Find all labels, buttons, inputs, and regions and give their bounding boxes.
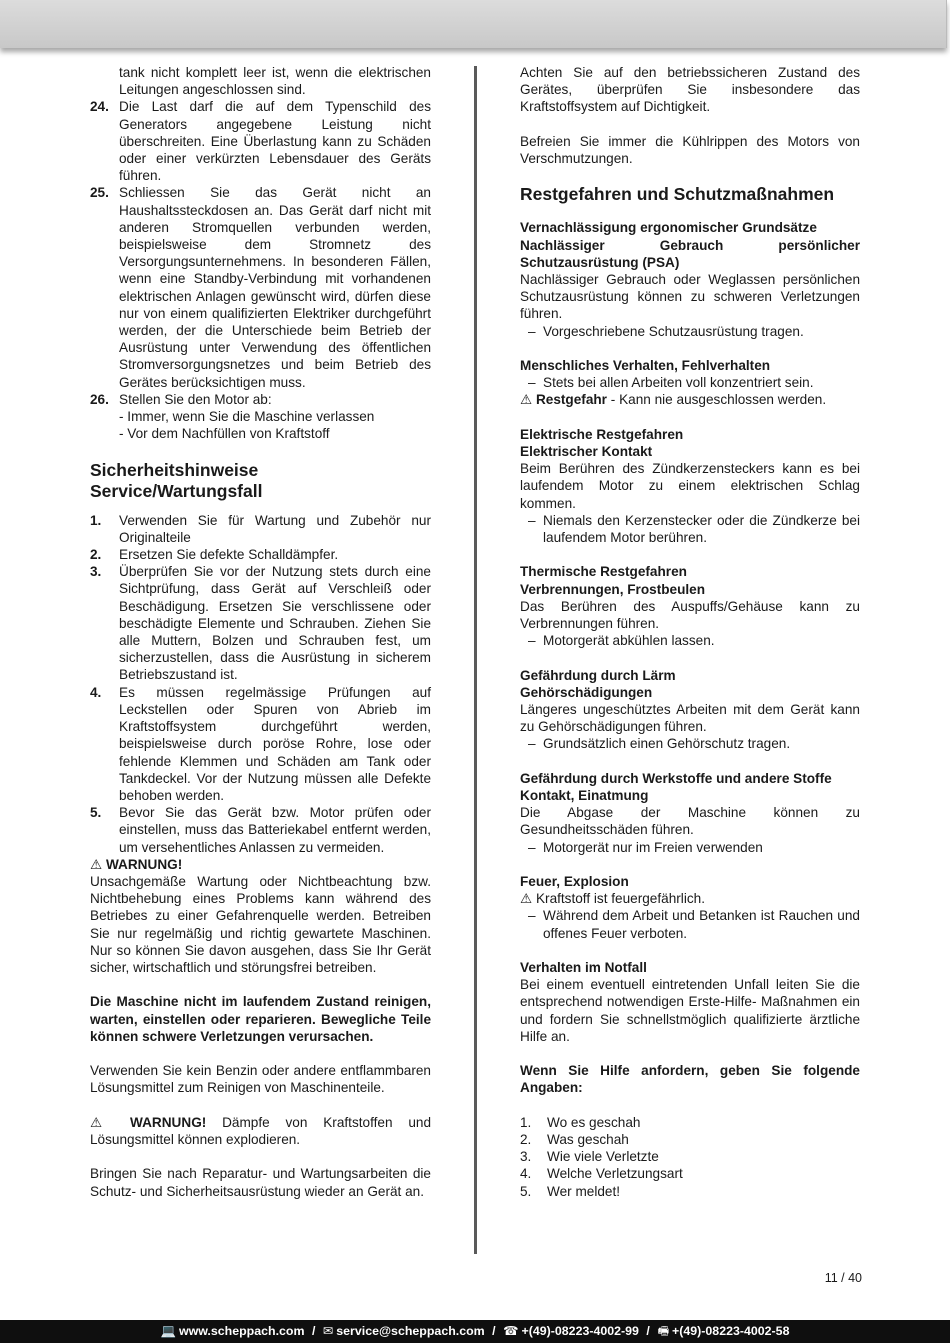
computer-icon: 💻 [160, 1324, 176, 1338]
measure-item: – Stets bei allen Arbeiten voll konzentriert sein. [520, 374, 860, 391]
measure-item: – Während dem Arbeit und Betanken ist Rauchen und offenes Feuer verboten. [520, 907, 860, 941]
service-list [90, 512, 431, 856]
section-text: Die Abgase der Maschine können zu Gesundheitsschäden führen. [520, 805, 860, 838]
list-item: 4. Welche Verletzungsart [520, 1166, 683, 1182]
top-header-bar [0, 0, 947, 48]
section-title: Vernachlässigung ergonomischer Grundsätze [520, 220, 817, 236]
section-title: Gefährdung durch Lärm [520, 667, 676, 683]
fuel-system-paragraph: Achten Sie auf den betriebssicheren Zustand des Gerätes, überprüfen Sie insbesondere das Kraftstoffsystem auf Dichtigkeit. [520, 65, 860, 115]
list-number: 1. [90, 512, 102, 528]
footer-fax: +(49)-08223-4002-58 [672, 1324, 790, 1338]
measure-item: – Niemals den Kerzenstecker oder die Zündkerze bei laufendem Motor berühren. [520, 512, 860, 546]
list-number: 5. [90, 805, 102, 821]
list-item [90, 391, 431, 443]
footer-website-link[interactable]: www.scheppach.com [178, 1324, 305, 1338]
footer-phone: +(49)-08223-4002-99 [521, 1324, 639, 1338]
page-number: 11 / 40 [824, 1271, 862, 1285]
list-text: Ersetzen Sie defekte Schalldämpfer. [119, 547, 339, 563]
list-item [90, 98, 431, 184]
safety-list-continued [90, 98, 431, 442]
fax-icon: 🖷 [657, 1324, 670, 1338]
list-text: Verwenden Sie für Wartung und Zubehör nur Originalteile [119, 512, 431, 545]
list-text: Es müssen regelmässige Prüfungen auf Leckstellen oder Spuren von Abrieb im Kraftstoffsystem durchgeführt werden, beispielsweise durch poröse Rohre, lose oder fehlende Klemmen und Schäden am Tank oder Tankdeckel. Vor der Nutzung müssen alle Defekte behoben werden. [119, 684, 431, 803]
phone-icon: ☎ [503, 1324, 519, 1338]
list-number: 4. [90, 684, 102, 700]
list-text: Die Last darf die auf dem Typenschild des Generators angegebene Leistung nicht überschreiten. Eine Überlastung kann zu Schäden oder einer verkürzten Lebensdauer des Geräts führen. [119, 99, 431, 184]
section-text: Längeres ungeschütztes Arbeiten mit dem Gerät kann zu Gehörschädigungen führen. [520, 702, 860, 735]
footer-email-link[interactable]: service@scheppach.com [336, 1324, 485, 1338]
list-item [90, 563, 431, 683]
cleaning-warning: Die Maschine nicht im laufendem Zustand reinigen, warten, einstellen oder reparieren. Bewegliche Teile können schwere Verletzungen verursachen. [90, 994, 431, 1044]
measure-item: – Motorgerät nur im Freien verwenden [520, 839, 860, 856]
help-info-list [520, 1114, 860, 1200]
section-text: ⚠ Kraftstoff ist feuergefährlich. [520, 891, 705, 907]
list-text: Stellen Sie den Motor ab: [119, 391, 272, 407]
section-title: Nachlässiger Gebrauch persönlicher Schutzausrüstung (PSA) [520, 237, 860, 270]
list-item: 2. Was geschah [520, 1132, 629, 1148]
list-text: Schliessen Sie das Gerät nicht an Haushaltssteckdosen an. Das Gerät darf nicht mit anderen Stromquellen verbunden werden, beispielsweise dem Stromnetz des Versorgungsunternehmens. In besonderen Fällen, wenn eine Standby-Verbindung mit vorhandenen elektrischen Anlagen gewünscht wird, dürfen diese nur von einem qualifizierten Elektriker durchgeführt werden, der die Unterschiede beim Betrieb der Ausrüstung unter Verwendung des öffentlichen Stromversorgungsnetzes und beim Betrieb des Gerätes berücksichtigen muss. [119, 185, 431, 390]
section-title: Menschliches Verhalten, Fehlverhalten [520, 358, 771, 373]
list-subtext: - Immer, wenn Sie die Maschine verlassen [119, 409, 375, 425]
section-text: Beim Berühren des Zündkerzensteckers kann es bei laufendem Motor zu einem elektrischen Schlag kommen. [520, 461, 860, 511]
warning-triangle-icon: ⚠ [90, 1114, 115, 1130]
list-item [90, 546, 431, 563]
warning-triangle-icon: ⚠ [520, 891, 533, 907]
section-title: Verhalten im Notfall [520, 960, 647, 976]
warning-text: Unsachgemäße Wartung oder Nichtbeachtung bzw. Nichtbehebung eines Problems kann während des Betriebes zu einer Gefahrenquelle werden. Betreiben Sie nur regelmäßig und richtig gewartete Maschinen. Nur so können Sie davon ausgehen, dass Sie Ihr Gerät sicher, wirtschaftlich und störungsfrei betreiben. [90, 873, 431, 975]
list-number: 3. [90, 564, 102, 580]
footer-separator: / [492, 1324, 496, 1338]
measure-item: – Motorgerät abkühlen lassen. [520, 632, 860, 649]
list-number: 24. [90, 99, 109, 115]
list-item: 5. Wer meldet! [520, 1183, 621, 1199]
column-divider [474, 66, 477, 1254]
service-heading: Sicherheitshinweise Service/Wartungsfall [90, 459, 263, 501]
warning-triangle-icon: ⚠ [90, 856, 103, 872]
list-item: 3. Wie viele Verletzte [520, 1149, 659, 1165]
left-column [90, 64, 431, 1200]
solvent-paragraph: Verwenden Sie kein Benzin oder andere entflammbaren Lösungsmittel zum Reinigen von Maschinenteile. [90, 1063, 431, 1096]
residual-risks-heading: Restgefahren und Schutzmaßnahmen [520, 184, 835, 205]
list-number: 2. [90, 547, 102, 563]
section-title: Kontakt, Einatmung [520, 788, 649, 804]
section-title: Gefährdung durch Werkstoffe und andere Stoffe [520, 770, 832, 786]
footer-separator: / [311, 1324, 316, 1338]
section-title: Thermische Restgefahren [520, 564, 687, 580]
section-text: Nachlässiger Gebrauch oder Weglassen persönlichen Schutzausrüstung können zu schweren Verletzungen führen. [520, 272, 860, 322]
right-column [520, 64, 860, 1200]
section-text: Bei einem eventuell eintretenden Unfall leiten Sie die entsprechend notwendigen Erste-Hilfe- Maßnahmen ein und fordern Sie schnellstmöglich qualifizierte ärztliche Hilfe an. [520, 977, 860, 1044]
section-text: Das Berühren des Auspuffs/Gehäuse kann zu Verbrennungen führen. [520, 598, 860, 632]
list-item: 1. Wo es geschah [520, 1114, 641, 1130]
list-item [90, 684, 431, 804]
list-item [90, 804, 431, 856]
measure-item: – Grundsätzlich einen Gehörschutz tragen. [520, 735, 860, 752]
section-title: Wenn Sie Hilfe anfordern, geben Sie folgende Angaben: [520, 1063, 860, 1096]
warning-label: ⚠ WARNUNG! [90, 856, 183, 872]
measure-item: – Vorgeschriebene Schutzausrüstung tragen. [520, 323, 860, 340]
list-number: 25. [90, 185, 109, 201]
section-title: Verbrennungen, Frostbeulen [520, 581, 706, 597]
cooling-fins-paragraph: Befreien Sie immer die Kühlrippen des Motors von Verschmutzungen. [520, 133, 860, 166]
footer-bar [0, 1320, 950, 1343]
footer-separator: / [646, 1324, 650, 1338]
list-subtext: - Vor dem Nachfüllen von Kraftstoff [119, 426, 330, 442]
reinstall-paragraph: Bringen Sie nach Reparatur- und Wartungsarbeiten die Schutz- und Sicherheitsausrüstung wieder an Gerät an. [90, 1166, 431, 1199]
list-item [90, 184, 431, 390]
section-title: Elektrische Restgefahren [520, 426, 684, 442]
section-title: Gehörschädigungen [520, 684, 653, 700]
mail-icon: ✉ [322, 1324, 334, 1338]
section-title: Elektrischer Kontakt [520, 444, 653, 459]
intro-continuation: tank nicht komplett leer ist, wenn die elektrischen Leitungen angeschlossen sind. [119, 65, 431, 98]
list-text: Überprüfen Sie vor der Nutzung stets durch eine Sichtprüfung, dass Gerät auf Verschleiß oder Beschädigung. Ersetzen Sie verschlissene oder beschädigte Elemente und Schrauben. Ziehen Sie alle Muttern, Bolzen und Schrauben fest, um sicherzustellen, dass die Ausrüstung in sicherem Betriebszustand ist. [119, 564, 431, 683]
residual-risk-note: ⚠ Restgefahr - Kann nie ausgeschlossen werden. [520, 392, 827, 408]
list-text: Bevor Sie das Gerät bzw. Motor prüfen oder einstellen, muss das Batteriekabel entfernt werden, um versehentliches Anlassen zu vermeiden. [119, 805, 431, 855]
warning-triangle-icon: ⚠ [520, 392, 533, 408]
list-item [90, 512, 431, 546]
fumes-warning: ⚠ WARNUNG! Dämpfe von Kraftstoffen und Lösungsmittel können explodieren. [90, 1114, 431, 1147]
list-number: 26. [90, 391, 109, 407]
section-title: Feuer, Explosion [520, 874, 629, 890]
